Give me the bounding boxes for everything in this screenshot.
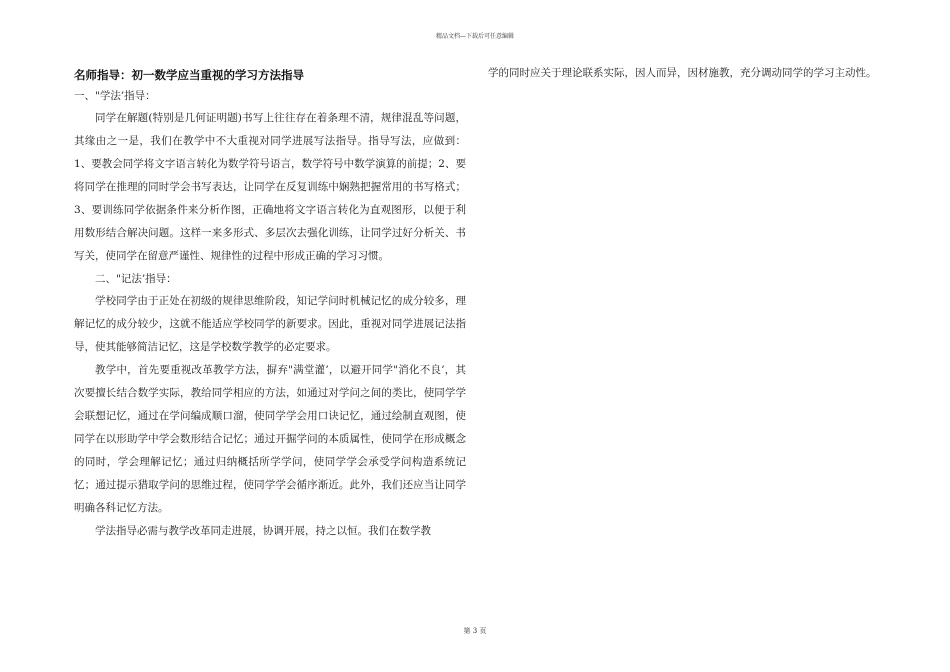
paragraph: 学法指导必需与教学改革同走进展，协调开展，持之以恒。我们在数学教 <box>95 525 431 537</box>
page-number: 第 3 页 <box>463 627 487 635</box>
document-title: 名师指导：初一数学应当重视的学习方法指导 <box>74 68 304 82</box>
section-heading-memory-method: 二、"记法’指导： <box>95 273 177 285</box>
paragraph-continuation: 学的同时应关于理论联系实际，因人而异，因材施教，充分调动同学的学习主动性。 <box>488 67 877 79</box>
left-column <box>74 66 466 543</box>
right-column <box>488 66 880 86</box>
paragraph: 教学中，首先要重视改革教学方法，摒弃"满堂灌’，以避开同学"消化不良’，其次要擅长结合数学实际，教给同学相应的方法，如通过对学问之间的类比，使同学学会联想记忆，通过在学问编成顺口溜，使同学学会用口诀记忆，通过绘制直观图，使同学在以形助学中学会数形结合记忆；通过开掘学问的本质属性，使同学在形成概念的同时，学会理解记忆；通过归纳概括所学学问，使同学学会承受学问构造系统记忆；通过提示猎取学问的思维过程，使同学学会循序渐近。此外，我们还应当让同学明确各科记忆方法。 <box>74 364 466 514</box>
paragraph: 学校同学由于正处在初级的规律思维阶段，知记学问时机械记忆的成分较多，理解记忆的成分较少，这就不能适应学校同学的新要求。因此，重视对同学进展记法指导，使其能够简洁记忆，这是学校数学教学的必定要求。 <box>74 295 466 353</box>
page-header: 精品文档—下载后可任意编辑 <box>435 33 514 40</box>
section-heading-study-method: 一、"学法’指导： <box>74 90 156 102</box>
paragraph: 同学在解题(特别是几何证明题)书写上往往存在着条理不清，规律混乱等问题，其缘由之一是，我们在教学中不大重视对同学进展写法指导。指导写法，应做到：1、要教会同学将文字语言转化为数学符号语言，数学符号中数学演算的前提；2、要将同学在推理的同时学会书写表达，让同学在反复训练中娴熟把握常用的书写格式；3、要训练同学依据条件来分析作图，正确地将文字语言转化为直观图形，以便于利用数形结合解决问题。这样一来多形式、多层次去强化训练，让同学过好分析关、书写关，使同学在留意严谨性、规律性的过程中形成正确的学习习惯。 <box>74 112 466 262</box>
